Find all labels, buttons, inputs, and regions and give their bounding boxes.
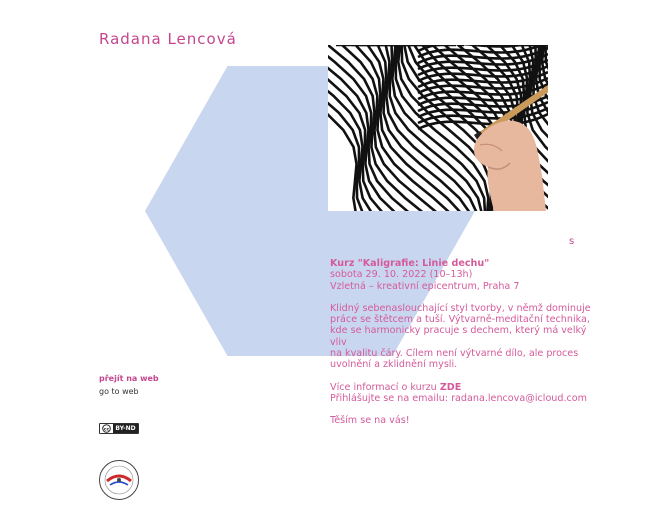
event-description-line: práce se štětcem a tuší. Výtvarně-meditační technika, [330, 314, 590, 326]
event-description-line: na kvalitu čáry. Cílem není výtvarné dílo, ale proces [330, 348, 579, 360]
site-title[interactable]: Radana Lencová [99, 30, 237, 48]
signup-line: Přihlášujte se na emailu: radana.lencova@icloud.com [330, 392, 588, 404]
event-title: Kurz "Kaligrafie: Linie dechu" [330, 258, 490, 269]
more-info-text: Více informací o kurzu [330, 381, 440, 393]
event-description-line: Klidný sebenaslouchající styl tvorby, v němž dominuje [330, 302, 591, 314]
event-description-line: kde se harmonicky pracuje s dechem, který má velký vliv [330, 325, 587, 348]
stray-letter: s [569, 236, 575, 247]
event-venue: Vzletná – kreativní epicentrum, Praha 7 [330, 280, 520, 292]
license-badge-text: BY-ND [113, 424, 138, 433]
stamp-seal-icon [98, 459, 140, 501]
cc-icon [100, 424, 113, 433]
creative-commons-icon[interactable] [99, 423, 139, 434]
event-info [330, 258, 600, 427]
svg-text:cc: cc [103, 427, 110, 433]
go-to-web-link[interactable]: přejít na web [99, 374, 159, 383]
calligraphy-artwork-image [328, 45, 548, 211]
more-info-line [330, 382, 600, 393]
event-date: sobota 29. 10. 2022 (10–13h) [330, 269, 473, 281]
closing-line: Těším se na vás! [330, 415, 410, 427]
go-to-web-text[interactable]: go to web [99, 387, 139, 396]
more-info-link[interactable]: ZDE [439, 381, 462, 393]
event-description-line: uvolnění a zklidnění mysli. [330, 359, 458, 371]
